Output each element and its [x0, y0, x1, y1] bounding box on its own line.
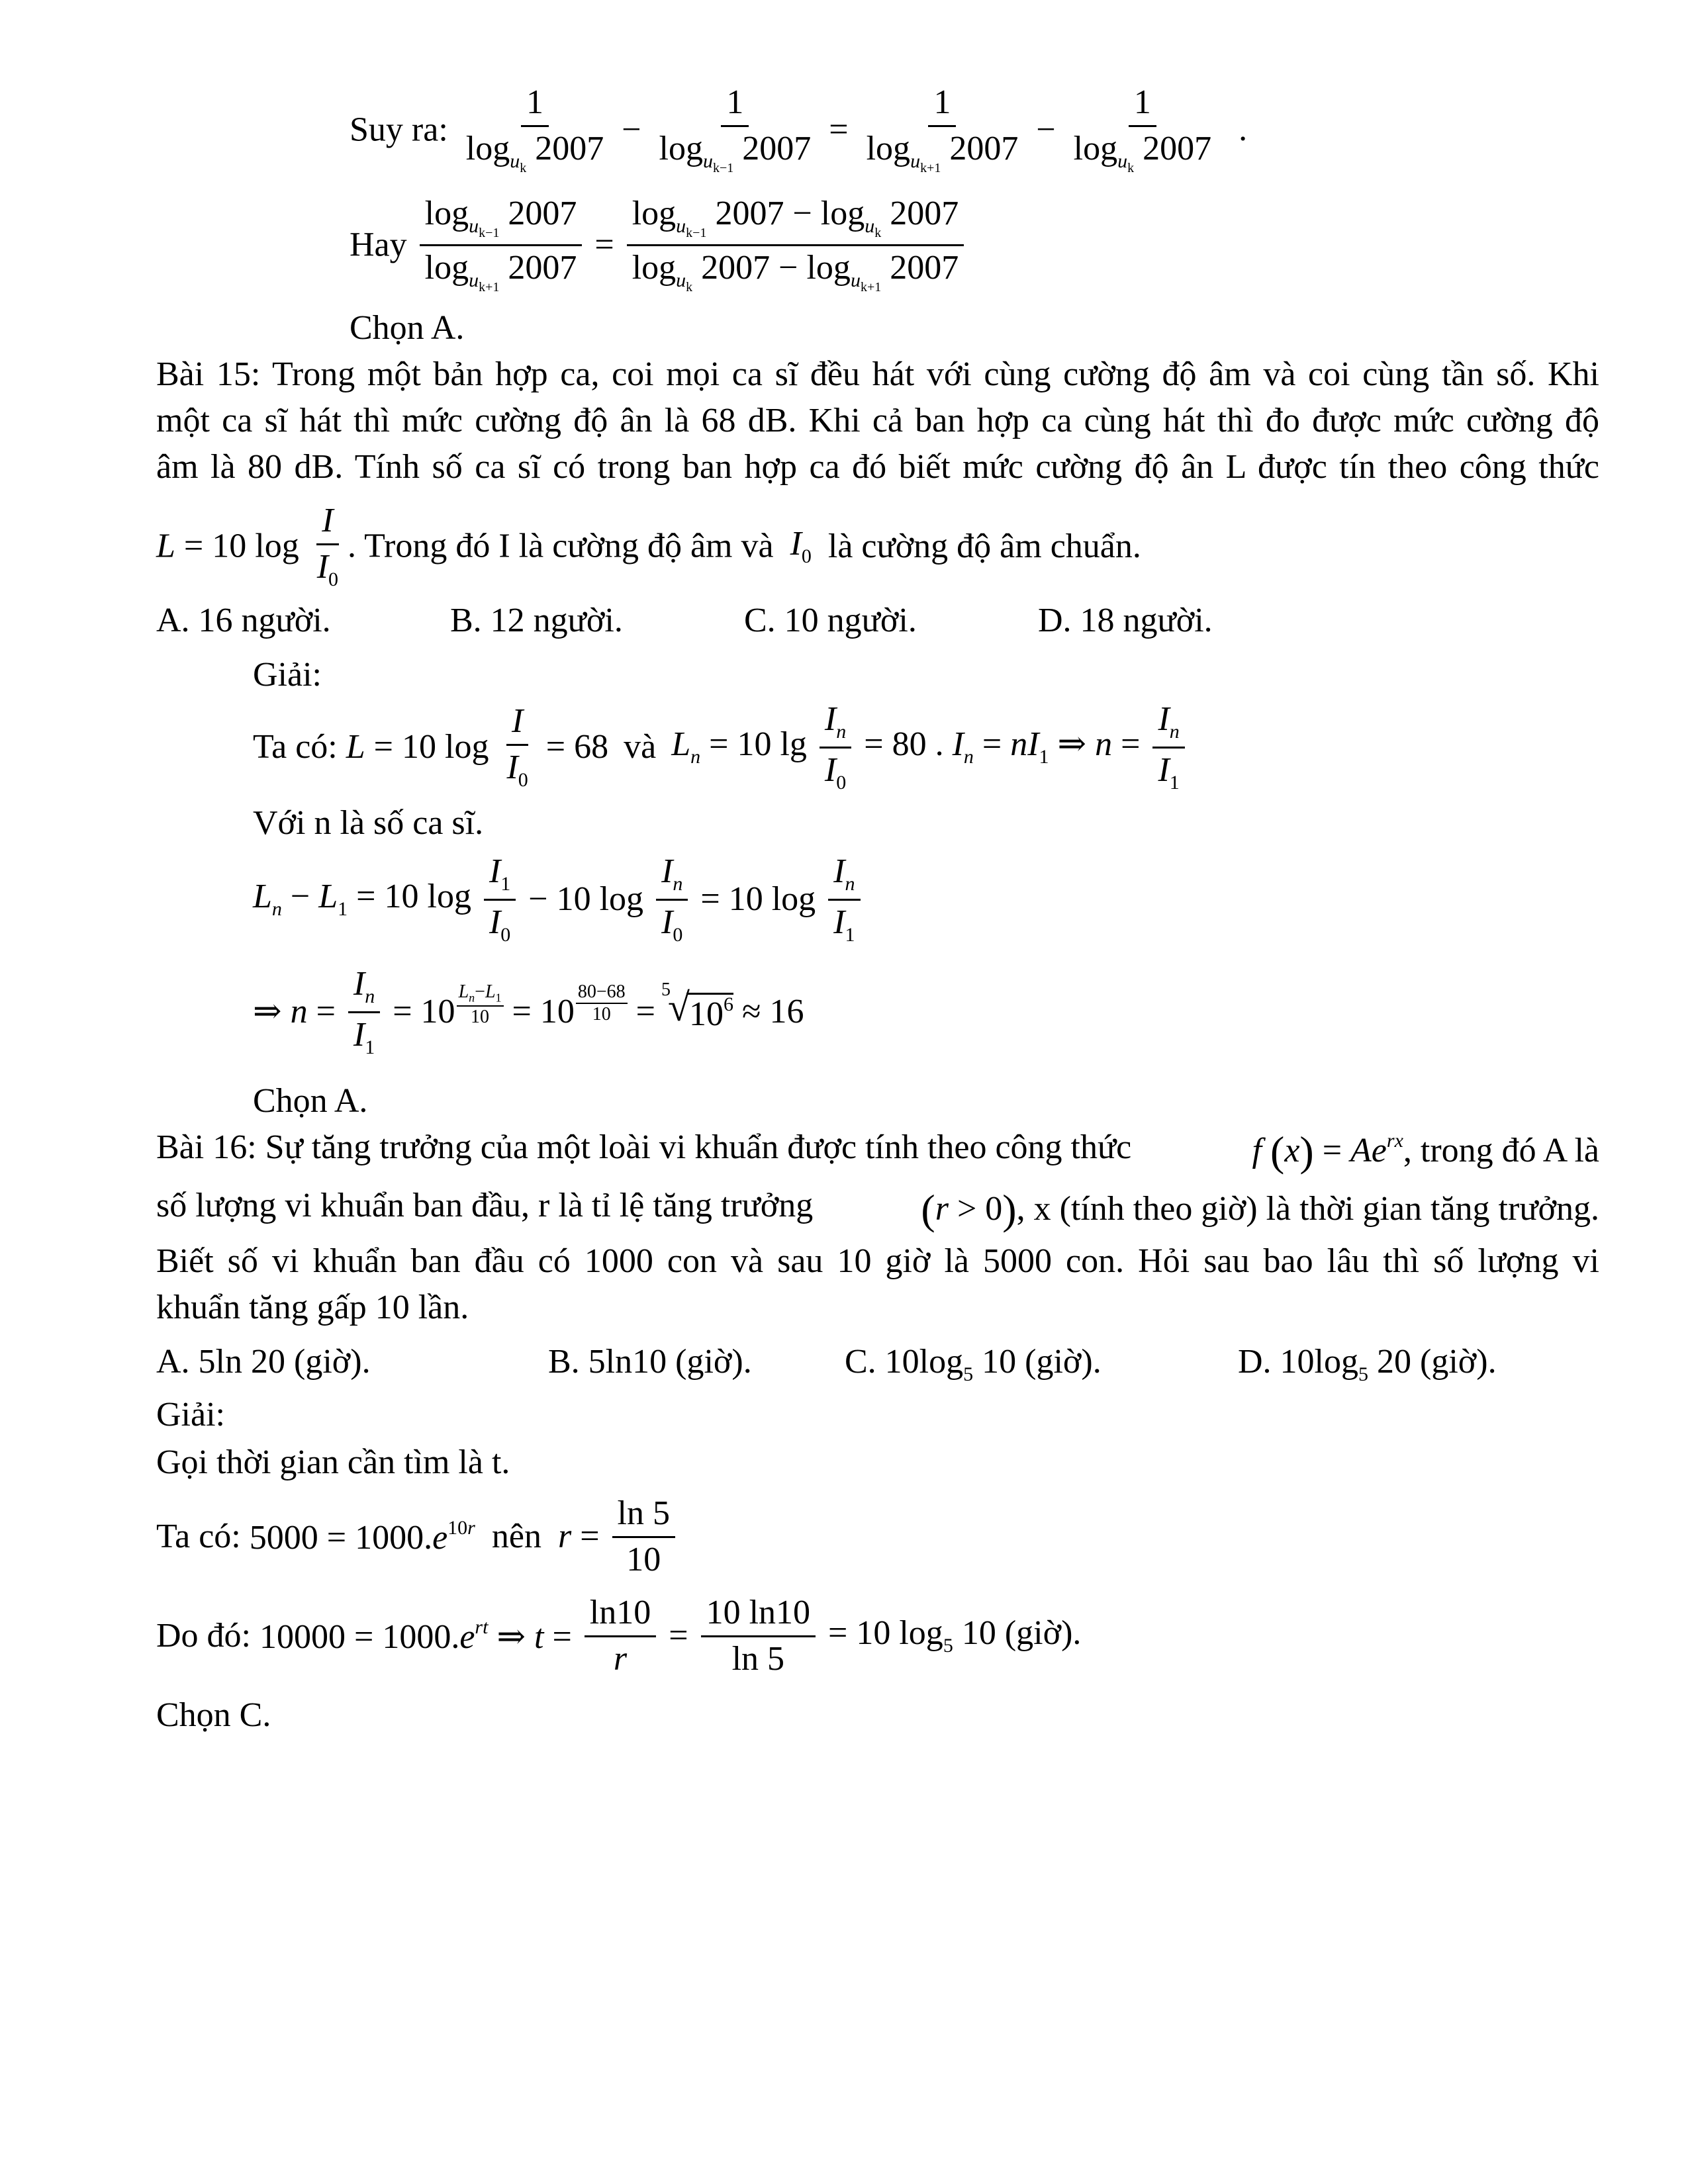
- fraction: $\frac{I_n}{I_0}$: [820, 702, 851, 793]
- bai16-giai: Giải:: [156, 1396, 225, 1433]
- bai15-p3: âm là 80 dB. Tính số ca sĩ có trong ban hợp ca đó biết mức cường độ ân L được tín theo công thức: [156, 448, 1599, 486]
- hay-label: Hay: [350, 226, 407, 264]
- fraction: $\frac{\ln 5}{10}$: [612, 1496, 675, 1578]
- bai16-option-a: A. 5ln 20 (giờ).: [156, 1343, 371, 1381]
- fraction: $\frac{1}{\log_{u_k} 2007}$: [1073, 83, 1212, 175]
- chon-a-1: Chọn A.: [350, 309, 465, 347]
- suy-ra-label: Suy ra:: [350, 111, 448, 149]
- fraction: $\frac{I_n}{I_1}$: [1152, 702, 1184, 793]
- bai15-giai: Giải:: [253, 656, 322, 694]
- fraction: $\frac{\log_{u_{k-1}} 2007}{\log_{u_{k+1}} 2007}$: [420, 196, 583, 295]
- fraction: $\frac{I}{I_0}$: [506, 702, 528, 792]
- chon-a-2: Chọn A.: [253, 1082, 368, 1120]
- fraction: $\frac{10 \ln 10}{\ln 5}$: [701, 1595, 816, 1677]
- bai15-ta-co: Ta có: L = 10 log $\frac{I}{I_0}$ = 68 và $L_n = 10$ lg $\frac{I_n}{I_0}$ = 80 . $I_n = nI_1$ ⇒ n = $\frac{I_n}{I_1}$: [253, 702, 1189, 793]
- fraction: $\frac{\log_{u_{k-1}} 2007 - \log_{u_k} 2007}{\log_{u_k} 2007 - \log_{u_{k+1}} 2007}$: [627, 196, 964, 295]
- bai16-do-do: Do đó: $10000 = 1000.e^{rt}$ ⇒ t = $\frac{\ln 10}{r}$ = $\frac{10 \ln 10}{\ln 5}$ = 10 $\log_5 10$ (giờ).: [156, 1594, 1082, 1678]
- bai15-option-c: C. 10 người.: [744, 602, 917, 639]
- fraction: $\frac{I_n}{I_1}$: [828, 854, 860, 945]
- bai16-p2: số lượng vi khuẩn ban đầu, r là tỉ lệ tăng trưởng (r > 0), x (tính theo giờ) là thời gian tăng trưởng.: [156, 1186, 1599, 1233]
- bai15-option-a: A. 16 người.: [156, 602, 331, 639]
- fraction: $\frac{1}{\log_{u_k} 2007}$: [465, 83, 604, 175]
- bai15-difference-eq: $L_n - L_1 = 10$ log $\frac{I_1}{I_0}$ − 10 log $\frac{I_n}{I_0}$ = 10 log $\frac{I_n}{I_1}$: [253, 854, 865, 945]
- fraction: $\frac{I_n}{I_1}$: [348, 966, 380, 1058]
- bai15-formula-line: L = 10 log $\frac{I}{I_0}$ . Trong đó I là cường độ âm và $I_0$ là cường độ âm chuẩn.: [156, 502, 1141, 590]
- bai15-voi-n: Với n là số ca sĩ.: [253, 804, 484, 842]
- bai16-p1: Bài 16: Sự tăng trưởng của một loài vi khuẩn được tính theo công thức f $(x) = Ae^{rx}$, trong đó A là: [156, 1128, 1599, 1175]
- bai15-result-eq: ⇒ n = $\frac{I_n}{I_1}$ = 10 $\frac{L_n-L_1}{10}$ = 10 $\frac{80-68}{10}$ = 5 √ $10^6 \approx 16$: [253, 965, 804, 1058]
- fraction: $\frac{I_n}{I_0}$: [656, 854, 688, 945]
- hay-equation: Hay $\frac{\log_{u_{k-1}} 2007}{\log_{u_{k+1}} 2007}$ = $\frac{\log_{u_{k-1}} 2007 - \log_{u_k} 2007}{\log_{u_k} 2007 - \log_{u_{k+1}} 2007}$: [350, 196, 968, 295]
- bai16-ta-co: Ta có: $5000 = 1000.e^{10r}$ nên r = $\frac{\ln 5}{10}$: [156, 1496, 679, 1578]
- bai15-p1: Bài 15: Trong một bản hợp ca, coi mọi ca sĩ đều hát với cùng cường độ âm và coi cùng tần số. Khi: [156, 355, 1599, 393]
- bai16-p3: Biết số vi khuẩn ban đầu có 1000 con và sau 10 giờ là 5000 con. Hỏi sau bao lâu thì số lượng vi: [156, 1242, 1599, 1280]
- bai16-option-b: B. 5ln10 (giờ).: [548, 1343, 752, 1381]
- fifth-root: 5 √ $10^6$: [661, 979, 733, 1033]
- bai16-p4: khuẩn tăng gấp 10 lần.: [156, 1289, 469, 1326]
- fraction: $\frac{I_1}{I_0}$: [484, 854, 516, 945]
- fraction: $\frac{I}{I_0}$: [316, 502, 339, 590]
- fraction: $\frac{1}{\log_{u_{k-1}} 2007}$: [659, 83, 812, 175]
- bai15-option-b: B. 12 người.: [450, 602, 623, 639]
- bai15-option-d: D. 18 người.: [1038, 602, 1213, 639]
- chon-c: Chọn C.: [156, 1696, 271, 1734]
- bai16-goi: Gọi thời gian cần tìm là t.: [156, 1443, 510, 1481]
- bai16-option-d: D. $10\log_5$ 20 (giờ).: [1238, 1343, 1497, 1385]
- fraction: $\frac{1}{\log_{u_{k+1}} 2007}$: [866, 83, 1019, 175]
- bai16-option-c: C. $10\log_5$ 10 (giờ).: [845, 1343, 1102, 1385]
- bai15-p2: một ca sĩ hát thì mức cường độ ân là 68 dB. Khi cả ban hợp ca cùng hát thì đo được mức cường độ: [156, 402, 1599, 439]
- suy-ra-equation: Suy ra: $\frac{1}{\log_{u_k} 2007}$ − $\frac{1}{\log_{u_{k-1}} 2007}$ = $\frac{1}{\log_{u_{k+1}} 2007}$ − $\frac{1}{\log_{u_k} 2007}$ .: [350, 83, 1248, 175]
- fraction: $\frac{\ln 10}{r}$: [585, 1595, 656, 1677]
